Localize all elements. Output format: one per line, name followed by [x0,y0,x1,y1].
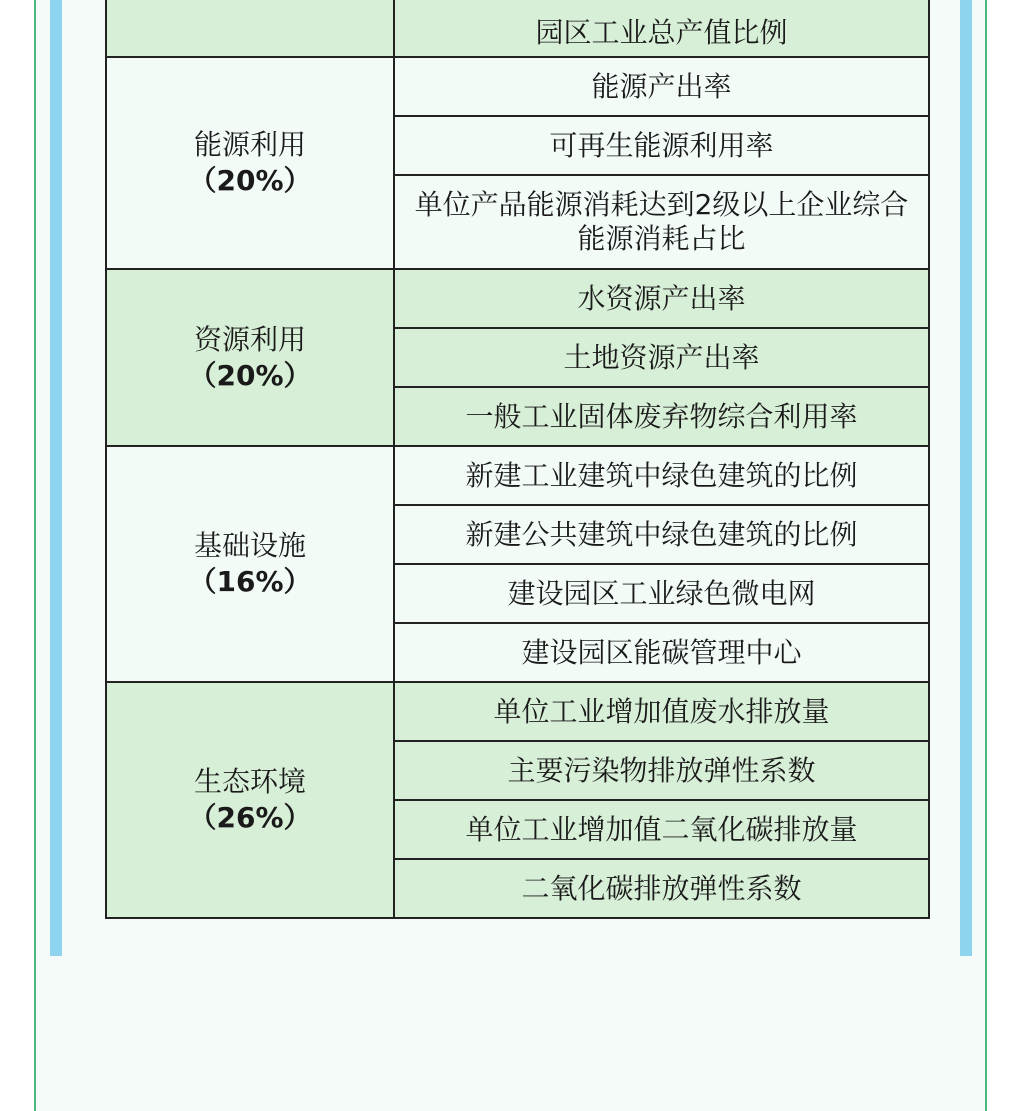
category-name: 生态环境 [193,765,306,798]
indicator-cell: 能源产出率 [394,57,929,116]
table-row [106,0,929,57]
category-name: 资源利用 [193,322,306,356]
indicator-cell: 主要污染物排放弹性系数 [394,741,929,800]
right-blue-stripe [960,0,972,956]
indicator-cell: 单位产品能源消耗达到2级以上企业综合能源消耗占比 [394,175,929,269]
indicator-cell: 单位工业增加值二氧化碳排放量 [394,800,929,859]
indicator-cell: 单位工业增加值废水排放量 [394,682,929,741]
left-blue-stripe [50,0,62,956]
indicator-cell: 水资源产出率 [394,269,929,328]
indicator-cell: 建设园区能碳管理中心 [394,623,929,682]
category-cell-energy [106,57,394,269]
indicator-cell: 建设园区工业绿色微电网 [394,564,929,623]
category-name: 基础设施 [193,529,306,562]
table-row [106,682,929,741]
category-cell-partial [106,0,394,57]
indicator-cell: 可再生能源利用率 [394,116,929,175]
indicator-table-container [62,0,960,956]
indicator-cell: 园区工业总产值比例 [394,0,929,57]
category-cell-infrastructure [106,446,394,682]
table-row [106,57,929,116]
indicator-table [105,0,930,919]
category-cell-resource [106,269,394,446]
table-row [106,269,929,328]
table-row [106,446,929,505]
category-weight: （20%） [188,164,312,197]
category-weight: （26%） [188,801,312,834]
indicator-cell: 新建公共建筑中绿色建筑的比例 [394,505,929,564]
indicator-cell: 二氧化碳排放弹性系数 [394,859,929,918]
category-weight: （20%） [188,358,312,392]
category-name: 能源利用 [193,128,306,161]
indicator-cell: 一般工业固体废弃物综合利用率 [394,387,929,446]
indicator-cell: 新建工业建筑中绿色建筑的比例 [394,446,929,505]
indicator-cell: 土地资源产出率 [394,328,929,387]
category-weight: （16%） [188,565,312,598]
category-cell-ecology [106,682,394,918]
